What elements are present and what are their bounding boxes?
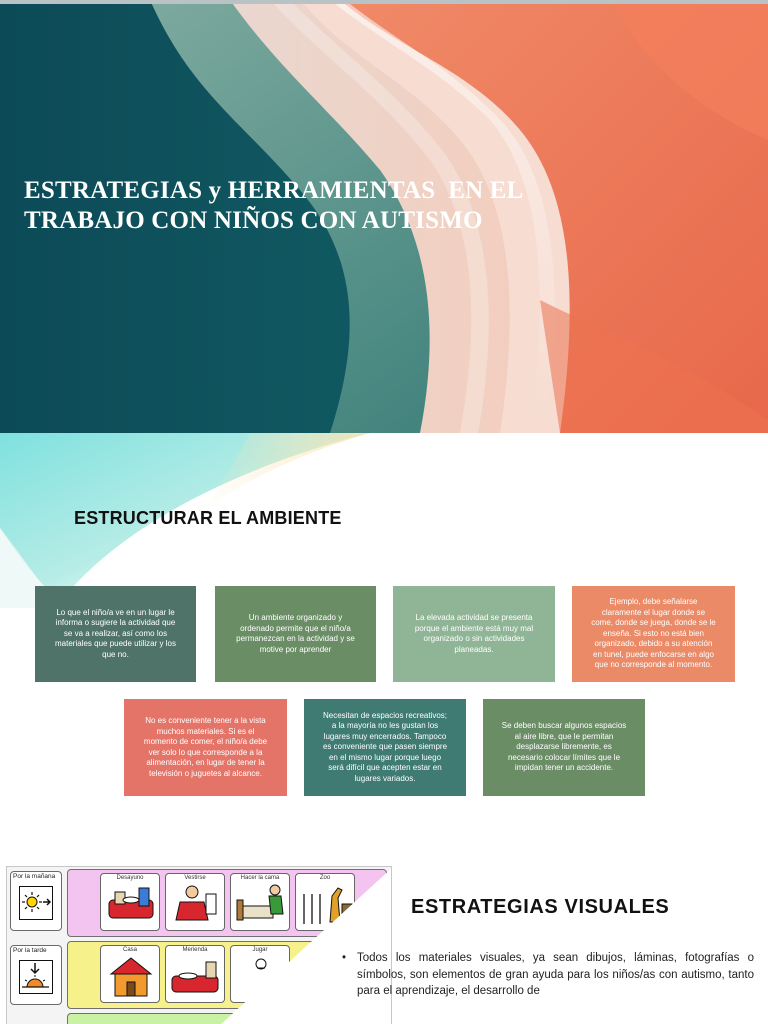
pictogram-label: Hacer la cama (240, 875, 280, 881)
pictogram-label: Merienda (182, 947, 208, 953)
time-label-afternoon: Por la tarde (13, 947, 47, 954)
text-line: materiales que puede utilizar y los (55, 639, 176, 649)
title-slide (0, 0, 768, 433)
info-card-1-text (55, 608, 176, 661)
info-card-2-text (236, 613, 355, 655)
pictogram-label: Zoo (319, 875, 331, 881)
text-line: se va a realizar, así como los (63, 628, 168, 638)
text-line: come, donde se juega, donde se le (591, 618, 716, 628)
text-line: será difícil que acepten estar en (328, 763, 442, 773)
info-card-7 (483, 699, 645, 796)
text-line: televisión o juguetes al alcance. (149, 768, 262, 778)
text-line: planeadas. (454, 644, 494, 654)
info-card-7-text (502, 721, 627, 774)
text-line: ordenado permite que el niño/a (240, 623, 351, 633)
text-line: organizado o sin actividades (423, 634, 525, 643)
info-card-2 (215, 586, 376, 682)
text-line: a la mayoría no les gustan los (331, 721, 439, 731)
info-card-6 (304, 699, 466, 796)
info-card-4-text (591, 597, 716, 671)
pictogram-label: Desayuno (116, 875, 144, 881)
text-line: Se deben buscar algunos espacios (501, 721, 627, 731)
text-line: desplazarse libremente, es (516, 742, 612, 752)
text-line: que no. (102, 649, 129, 659)
text-line: al aire libre, que le permitan (514, 731, 614, 741)
visual-schedule-board (6, 866, 392, 1024)
slide-title-line-2: TRABAJO CON NIÑOS CON AUTISMO (24, 207, 483, 234)
info-card-4 (572, 586, 735, 682)
time-label-morning: Por la mañana (13, 873, 56, 880)
visual-strategies-slide (0, 833, 768, 1024)
text-line: permanezcan en la actividad y se (236, 634, 355, 643)
text-line: muchos materiales. Si es el (156, 726, 255, 736)
info-card-5 (124, 699, 287, 796)
section-heading-visual: ESTRATEGIAS VISUALES (411, 896, 670, 918)
text-line: No es conveniente tener a la vista (145, 716, 266, 725)
bullet-paragraph (342, 950, 754, 1000)
pictogram-label: Casa (122, 947, 137, 953)
pictogram-label: Vestirse (184, 875, 206, 881)
text-line: Un ambiente organizado y (248, 613, 343, 622)
info-card-1 (35, 586, 196, 682)
text-line: ver solo lo que corresponde a la (148, 747, 263, 757)
text-line: La elevada actividad se presenta (415, 613, 533, 622)
section-heading: ESTRUCTURAR EL AMBIENTE (74, 508, 342, 528)
text-line: Lo que el niño/a ve en un lugar le (56, 607, 175, 617)
text-line: motive por aprender (259, 644, 332, 654)
text-line: momento de comer, el niño/a debe (143, 737, 268, 746)
top-bar (0, 0, 768, 4)
info-card-5-text (144, 716, 267, 779)
text-line: Necesitan de espacios recreativos; (322, 710, 448, 720)
bullet-text: Todos los materiales visuales, ya sean dibujos, láminas, fotografías o símbolos, son elementos de gran ayuda para los niños/as con autismo, tanto para el aprendizaje, el desarrollo de (357, 952, 754, 997)
text-line: alimentación, en lugar de tener la (146, 758, 265, 767)
diagonal-overlay (7, 867, 392, 1024)
info-card-3 (393, 586, 555, 682)
slide-title (24, 176, 624, 236)
slide-title-line-1: ESTRATEGIAS y HERRAMIENTAS EN EL (24, 177, 524, 204)
info-card-6-text (323, 711, 447, 785)
text-line: es conveniente que pasen siempre (322, 742, 448, 752)
info-card-3-text (415, 613, 533, 655)
text-line: que no corresponde al momento. (594, 660, 713, 670)
text-line: Ejemplo, debe señalarse (609, 597, 698, 607)
text-line: en tunel, puede enfocarse en algo (593, 649, 714, 659)
structure-environment-slide (0, 433, 768, 833)
text-line: claramente el lugar donde se (601, 607, 706, 617)
text-line: lugares muy encerrados. Tampoco (323, 731, 447, 741)
text-line: lugares variados. (354, 773, 416, 783)
text-line: necesario colocar límites que le (507, 752, 621, 762)
text-line: informa o sugiere la actividad que (55, 618, 176, 628)
text-line: impidan tener un accidente. (514, 763, 614, 773)
text-line: en el mismo lugar porque luego (328, 752, 442, 762)
text-line: porque el ambiente está muy mal (414, 623, 534, 633)
bullet-dot: • (342, 952, 347, 964)
pictogram-label: Jugar (252, 947, 268, 953)
text-line: organizado, debido a su atención (594, 639, 713, 649)
text-line: enseña. Si esto no está bien (603, 628, 704, 638)
